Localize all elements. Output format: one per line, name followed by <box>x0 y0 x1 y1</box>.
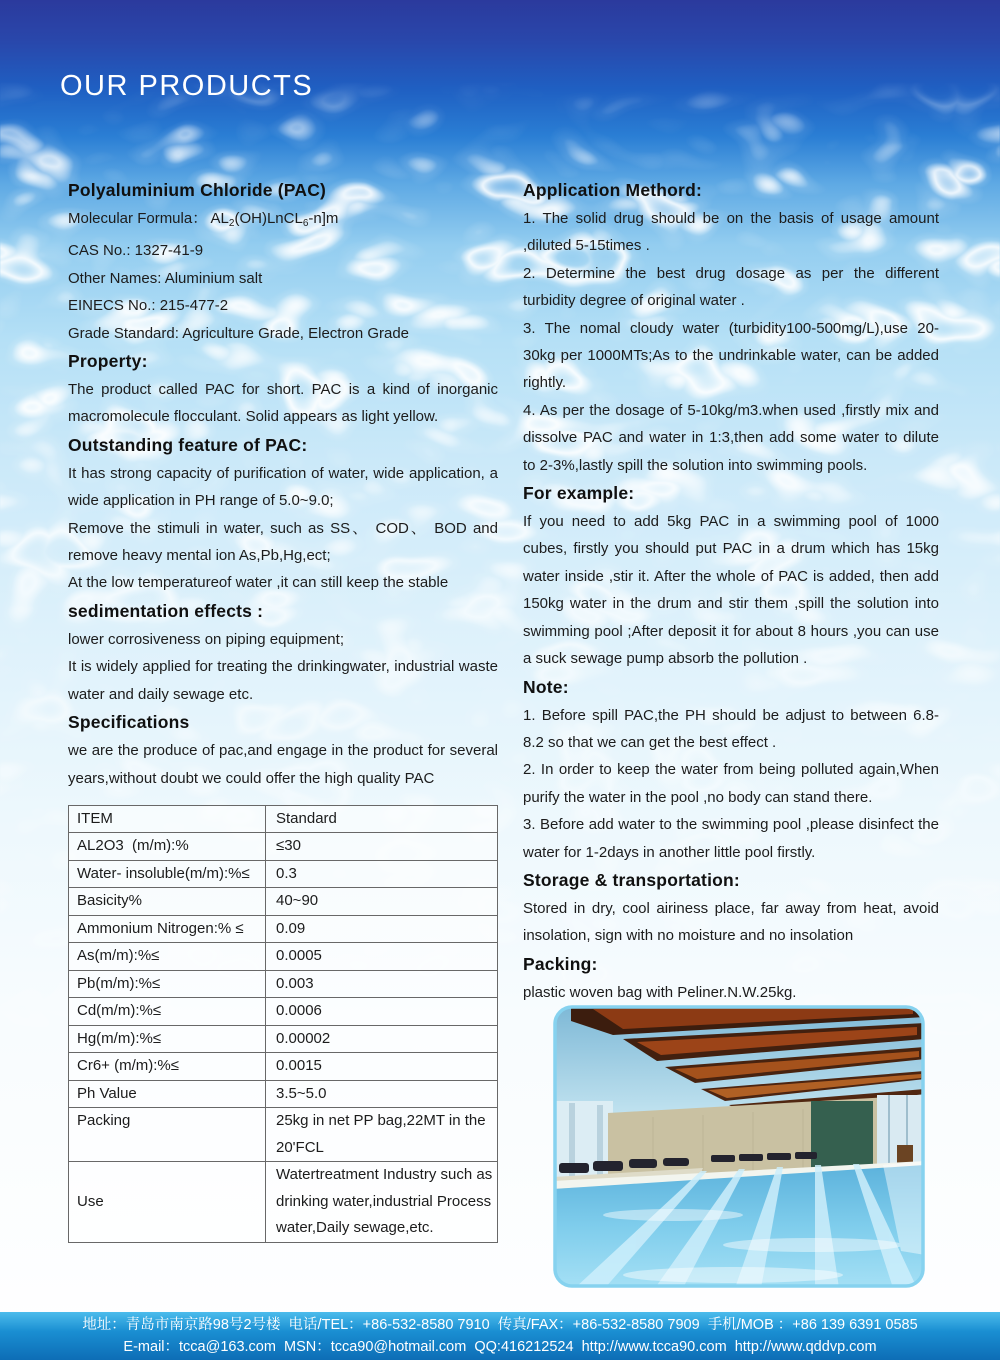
feature-para-2: Remove the stimuli in water, such as SS、 COD、 BOD and remove heavy mental ion As,Pb,Hg,ect; <box>68 519 498 565</box>
application-para-3: 3. The nomal cloudy water (turbidity100-500mg/L),use 20-30kg per 1000MTs;As to the undrinkable water, can be added rightly. <box>523 319 939 392</box>
specifications-text: we are the produce of pac,and engage in the product for several years,without doubt we could offer the high quality PAC <box>68 742 498 787</box>
einecs-line: EINECS No.: 215-477-2 <box>68 297 229 315</box>
molecular-formula-line: Molecular Formula： $AL_2(OH)LnCL_6-n]m$ <box>68 210 339 229</box>
footer-contact-line: 地址：青岛市南京路98号2号楼 电话/TEL：+86-532-8580 7910 传真/FAX：+86-532-8580 7909 手机/MOB ：+86 139 6391 0585 <box>82 1316 918 1333</box>
sedimentation-para-2: It is widely applied for treating the drinkingwater, industrial waste water and daily sewage etc. <box>68 658 498 703</box>
storage-heading: Storage & transportation: <box>523 869 740 890</box>
pool-photo <box>553 1005 925 1288</box>
table-row: As(m/m):%≤ 0.0005 <box>69 943 498 971</box>
table-header-row <box>69 805 498 833</box>
page-title: OUR PRODUCTS <box>60 70 314 102</box>
grade-standard-line: Grade Standard: Agriculture Grade, Electron Grade <box>68 324 410 342</box>
table-row: Basicity% 40~90 <box>69 888 498 916</box>
sedimentation-para-1: lower corrosiveness on piping equipment; <box>68 630 344 648</box>
table-header-standard: Standard <box>266 805 498 833</box>
table-row: Use Watertreatment Industry such as drinking water,industrial Process water,Daily sewage,etc. <box>69 1162 498 1243</box>
feature-heading: Outstanding feature of PAC: <box>68 434 308 455</box>
right-column <box>523 176 939 1006</box>
note-para-3: 3. Before add water to the swimming pool ,please disinfect the water for 1-2days in another little pool firstly. <box>523 816 939 861</box>
note-heading: Note: <box>523 676 569 697</box>
specifications-heading: Specifications <box>68 712 190 733</box>
footer <box>0 1312 1000 1360</box>
table-row: AL2O3 (m/m):% ≤30 <box>69 833 498 861</box>
feature-para-3: At the low temperatureof water ,it can still keep the stable <box>68 574 449 592</box>
product-title: Polyaluminium Chloride (PAC) <box>68 180 327 200</box>
storage-text: Stored in dry, cool airiness place, far away from heat, avoid insolation, sign with no moisture and no insolation <box>523 899 939 945</box>
cas-number-line: CAS No.: 1327-41-9 <box>68 242 204 260</box>
property-heading: Property: <box>68 351 148 372</box>
table-header-item: ITEM <box>69 805 266 833</box>
table-row: Hg(m/m):%≤ 0.00002 <box>69 1025 498 1053</box>
application-para-2: 2. Determine the best drug dosage as per the different turbidity degree of original water . <box>523 264 939 310</box>
feature-para-1: It has strong capacity of purification of water, wide application, a wide application in PH range of 5.0~9.0; <box>68 464 498 510</box>
table-row: Ph Value 3.5~5.0 <box>69 1080 498 1108</box>
note-para-2: 2. In order to keep the water from being polluted again,When purify the water in the pool ,no body can stand there. <box>523 761 939 806</box>
other-names-line: Other Names: Aluminium salt <box>68 269 263 287</box>
application-para-4: 4. As per the dosage of 5-10kg/m3.when used ,firstly mix and dissolve PAC and water in 1:3,then add some water to dilute to 2-3%,lastly spill the solution into swimming pools. <box>523 401 939 474</box>
packing-text: plastic woven bag with Peliner.N.W.25kg. <box>523 983 797 1001</box>
left-column <box>68 176 498 1243</box>
table-row: Packing 25kg in net PP bag,22MT in the 20'FCL <box>69 1108 498 1162</box>
table-row: Pb(m/m):%≤ 0.003 <box>69 970 498 998</box>
sedimentation-heading: sedimentation effects : <box>68 600 264 621</box>
green-panel <box>811 1101 873 1173</box>
application-heading: Application Methord: <box>523 180 702 200</box>
note-para-1: 1. Before spill PAC,the PH should be adjust to between 6.8-8.2 so that we can get the best effect . <box>523 706 939 751</box>
table-row: Ammonium Nitrogen:% ≤ 0.09 <box>69 915 498 943</box>
property-text: The product called PAC for short. PAC is a kind of inorganic macromolecule flocculant. Solid appears as light yellow. <box>68 381 498 426</box>
footer-email-line: E-mail：tcca@163.com MSN：tcca90@hotmail.com QQ:416212524 http://www.tcca90.com http://www.qddvp.com <box>123 1338 877 1355</box>
packing-heading: Packing: <box>523 953 598 974</box>
table-row: Cr6+ (m/m):%≤ 0.0015 <box>69 1053 498 1081</box>
example-text: If you need to add 5kg PAC in a swimming pool of 1000 cubes, firstly you should put PAC in a drum which has 15kg water inside ,stir it. After the whole of PAC is added, then add 150kg water in the drum and stir them ,spill the solution into swimming pool ;After deposit it for about 8 hours ,you can use a suck sewage pump absorb the pollution . <box>523 513 939 668</box>
spec-table <box>68 805 498 1243</box>
table-row: Cd(m/m):%≤ 0.0006 <box>69 998 498 1026</box>
example-heading: For example: <box>523 483 635 504</box>
table-row: Water- insoluble(m/m):%≤ 0.3 <box>69 860 498 888</box>
application-para-1: 1. The solid drug should be on the basis of usage amount ,diluted 5-15times . <box>523 210 939 255</box>
